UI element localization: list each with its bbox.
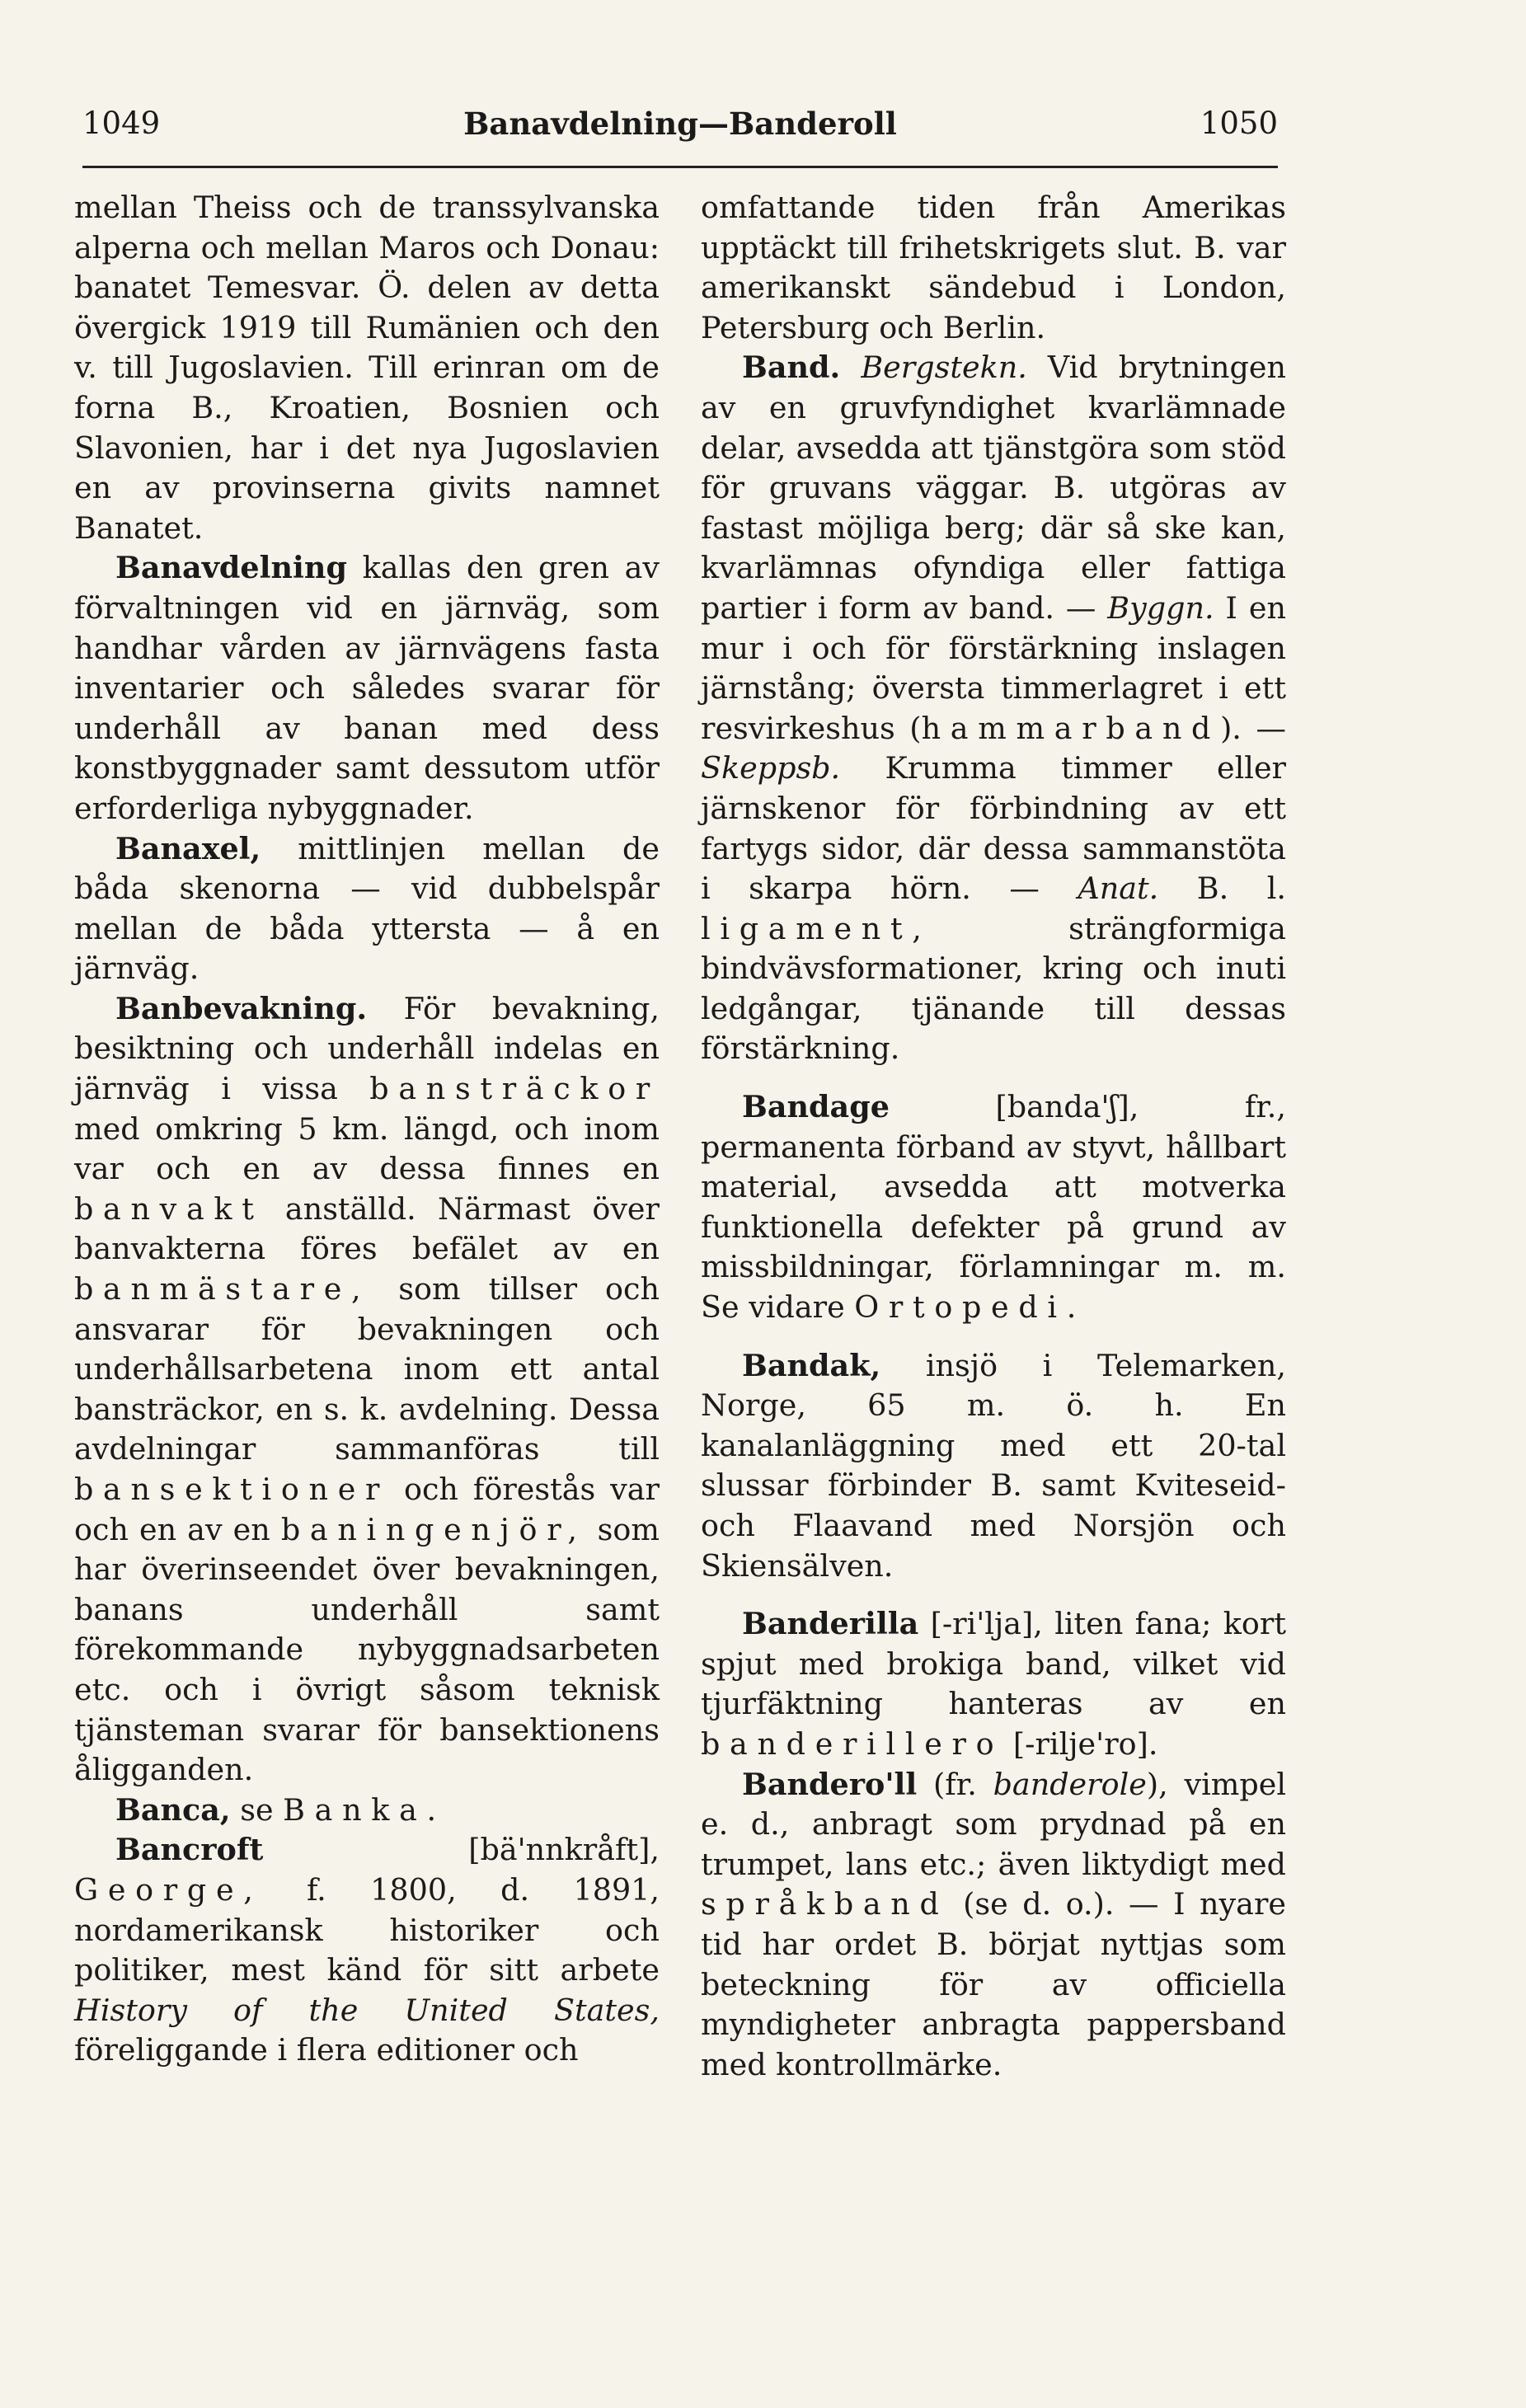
entry-text: ), vimpel e. d., anbragt som prydnad på en trumpet, lans etc.; även liktydigt med: [701, 1766, 1286, 1882]
entry-banca: [74, 1791, 660, 1831]
entry-band: [701, 348, 1286, 1069]
spaced-term: George,: [74, 1871, 263, 1908]
entry-text: kallas den gren av förvaltningen vid en järnväg, som handhar vården av järnvägens fasta inventarier och således svarar för underhåll av banan med dess konstbyggnader samt dessutom utför erforderliga nybyggnader.: [74, 550, 660, 826]
field-label: Byggn.: [1107, 589, 1214, 626]
page-number-right: 1050: [1200, 106, 1278, 141]
entry-text: I en mur i och för förstärkning inslagen järnstång; översta timmerlagret i ett resvirkeshus (: [701, 589, 1286, 746]
field-label: Skeppsb.: [701, 750, 841, 786]
entry-continuation: [74, 188, 660, 548]
entry-text: För bevakning, besiktning och underhåll indelas en järnväg i vissa: [74, 990, 660, 1107]
spaced-term: ligament,: [701, 910, 932, 946]
cross-reference: Banka.: [283, 1791, 446, 1828]
spaced-term: baningenjör,: [280, 1511, 587, 1547]
entry-text: strängformiga bindvävsformationer, kring och inuti ledgångar, tjänande till dessas förstärkning.: [701, 910, 1286, 1067]
spaced-term: bansträckor: [369, 1071, 660, 1107]
header-rule: [82, 166, 1278, 168]
entry-banderilla: [701, 1604, 1286, 1764]
spaced-term: bansektioner: [74, 1472, 390, 1507]
entry-bandage: [701, 1087, 1286, 1328]
headword: Banavdelning: [115, 550, 347, 586]
entry-text: mittlinjen mellan de båda skenorna — vid dubbelspår mellan de båda yttersta — å en järnväg.: [74, 830, 660, 987]
entry-text: Krumma timmer eller järnskenor för förbindning av ett fartygs sidor, där dessa sammanstöta i skarpa hörn. —: [701, 750, 1286, 907]
headword: Banderilla: [742, 1606, 919, 1642]
headword: Bandero'll: [742, 1766, 918, 1802]
entry-text: med omkring 5 km. längd, och inom var och en av dessa finnes en: [74, 1110, 660, 1187]
entry-text: mellan Theiss och de transsylvanska alperna och mellan Maros och Donau: banatet Temesvar. Ö. delen av detta övergick 1919 till Rumänien och den v. till Jugoslavien. Till erinran om de forna B., Kroatien, Bosnien och Slavonien, har i det nya Jugoslavien en av provinserna givits namnet Banatet.: [74, 190, 660, 546]
field-label: Anat.: [1078, 871, 1159, 907]
entry-banavdelning: [74, 548, 660, 828]
right-column: [701, 188, 1286, 2085]
headword: Banca,: [115, 1791, 231, 1828]
entry-text: omfattande tiden från Amerikas upptäckt till frihetskrigets slut. B. var amerikanskt sändebud i London, Petersburg och Berlin.: [701, 190, 1286, 345]
entry-text: som tillser och ansvarar för bevakningen och underhållsarbetena inom ett antal bansträckor, en s. k. avdelning. Dessa avdelningar sammanföras till: [74, 1271, 660, 1467]
entry-banderoll: [701, 1765, 1286, 2086]
entry-text: [bä'nnkråft],: [263, 1832, 660, 1868]
headword: Bandage: [742, 1089, 890, 1125]
entry-text: som har överinseendet över bevakningen, banans underhåll samt förekommande nybyggnadsarbeten etc. och i övrigt såsom teknisk tjänsteman svarar för bansektionens åligganden.: [74, 1511, 660, 1788]
entry-text: se: [230, 1791, 284, 1828]
entry-text: (se d. o.). — I nyare tid har ordet B. börjat nyttjas som beteckning för av officiella myndigheter anbragta pappersband med kontrollmärke.: [701, 1886, 1286, 2082]
page-number-left: 1049: [82, 106, 161, 141]
spaced-term: banmästare,: [74, 1271, 371, 1307]
entry-banbevakning: [74, 989, 660, 1791]
book-title: History of the United States,: [74, 1992, 660, 2028]
entry-text: och förestås var och en av en: [74, 1472, 660, 1547]
page-header: [82, 106, 1278, 155]
running-title: Banavdelning—Banderoll: [463, 106, 897, 142]
entry-text: anställd. Närmast över banvakterna föres befälet av en: [74, 1190, 660, 1267]
entry-text: insjö i Telemarken, Norge, 65 m. ö. h. En kanalanläggning med ett 20-tal slussar förbinder B. samt Kviteseid- och Flaavand med Norsjön och Skiensälven.: [701, 1347, 1286, 1584]
entry-text: B. l.: [1158, 871, 1286, 907]
entry-text: (fr.: [917, 1766, 993, 1802]
entry-bandak: [701, 1346, 1286, 1587]
headword: Banbevakning.: [115, 990, 368, 1026]
headword: Bancroft: [115, 1832, 264, 1868]
entry-text: [-ri'lja], liten fana; kort spjut med brokiga band, vilket vid tjurfäktning hanteras av en: [701, 1606, 1286, 1722]
entry-banaxel: [74, 829, 660, 989]
field-label: Bergstekn.: [861, 350, 1027, 386]
spaced-term: hammarband: [921, 710, 1221, 746]
entry-text: ). —: [1220, 710, 1286, 746]
entry-text: [-rilje'ro].: [1003, 1725, 1158, 1762]
entry-text: Vid brytningen av en gruvfyndighet kvarlämnade delar, avsedda att tjänstgöra som stöd för gruvans väggar. B. utgöras av fastast möjliga berg; där så ske kan, kvarlämnas ofyndiga eller fattiga partier i form av band. —: [701, 350, 1286, 626]
spaced-term: banderillero: [701, 1725, 1004, 1762]
left-column: [74, 188, 660, 2071]
entry-continuation: [701, 188, 1286, 348]
entry-text: [banda'ʃ], fr., permanenta förband av styvt, hållbart material, avsedda att motverka funktionella defekter på grund av missbildningar, förlamningar m. m. Se vidare: [701, 1089, 1286, 1326]
headword: Banaxel,: [115, 830, 261, 866]
entry-text: föreliggande i flera editioner och: [74, 2032, 579, 2068]
headword: Bandak,: [742, 1347, 881, 1383]
entry-text: f. 1800, d. 1891, nordamerikansk historiker och politiker, mest känd för sitt arbete: [74, 1871, 660, 1988]
cross-reference: språkband: [701, 1886, 949, 1922]
cross-reference: Ortopedi.: [854, 1289, 1087, 1326]
headword: Band.: [742, 350, 841, 386]
foreign-word: banderole: [993, 1766, 1147, 1802]
spaced-term: banvakt: [74, 1190, 264, 1227]
entry-bancroft: [74, 1830, 660, 2071]
